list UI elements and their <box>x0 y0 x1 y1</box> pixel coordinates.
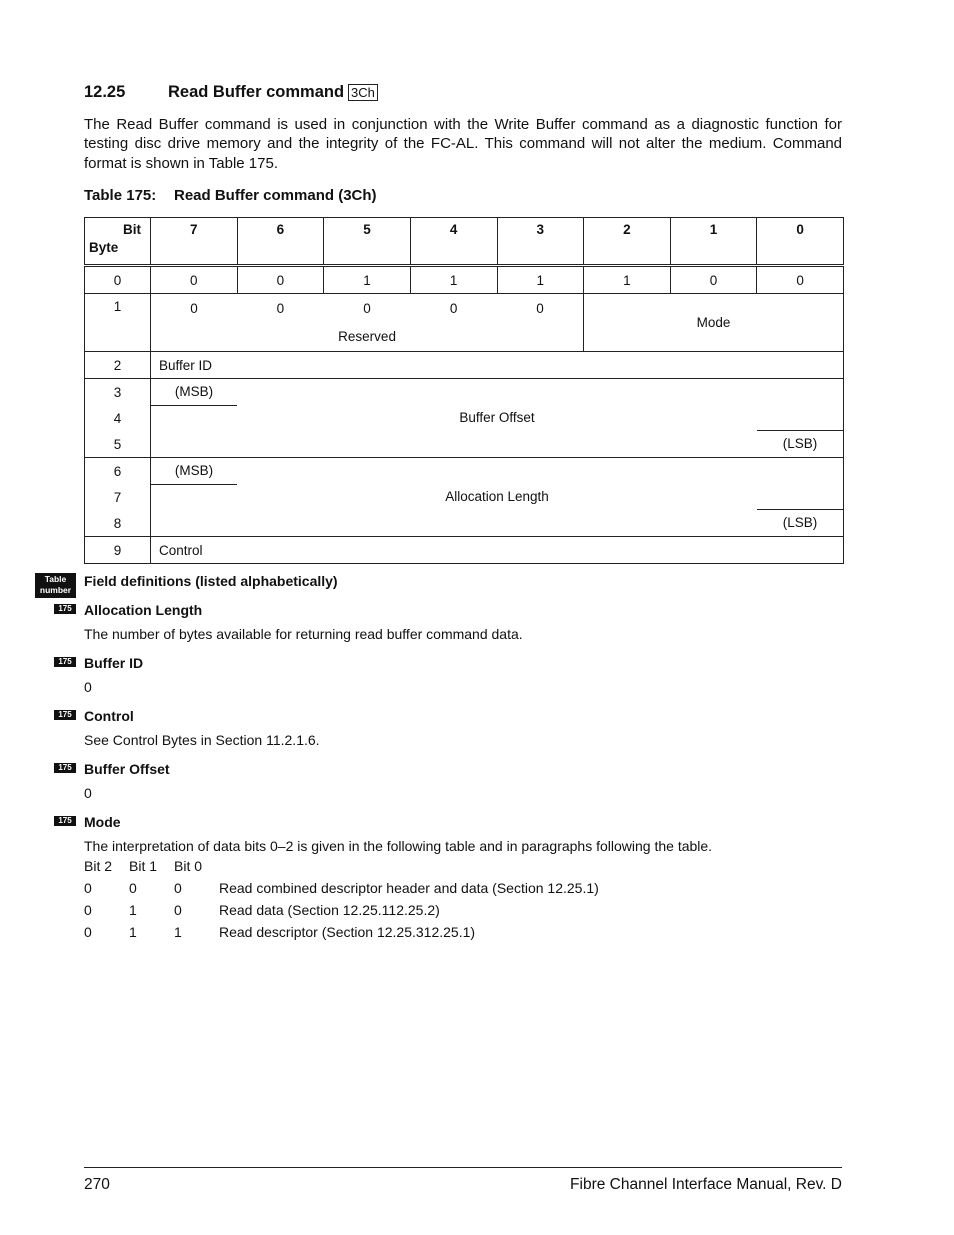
bit-byte-header <box>85 218 151 266</box>
bit-header: 5 <box>324 218 411 266</box>
table-row <box>85 266 844 294</box>
table-title: Read Buffer command (3Ch) <box>174 187 377 204</box>
field-name: Mode <box>84 814 121 830</box>
bit-value: 1 <box>410 266 497 294</box>
byte-cell-group <box>85 458 151 537</box>
bit-header: 7 <box>151 218 238 266</box>
byte-cell: 2 <box>85 352 151 379</box>
bit-value: 1 <box>497 266 584 294</box>
table-ref-badge: 175 <box>54 710 76 720</box>
byte-number: 7 <box>113 489 122 505</box>
field-name: Buffer ID <box>84 655 144 671</box>
bit-value: 0 <box>670 266 757 294</box>
mode-bit: 1 <box>129 924 137 940</box>
lsb-label: (LSB) <box>757 509 843 536</box>
field-description: 0 <box>84 679 92 695</box>
table-caption <box>84 187 377 204</box>
field-name: Control <box>84 708 134 724</box>
mode-bit: 0 <box>174 880 182 896</box>
field-description: The number of bytes available for returning read buffer command data. <box>84 626 523 642</box>
table-header-row <box>85 218 844 266</box>
table-number: Table 175: <box>84 187 157 204</box>
intro-paragraph: The Read Buffer command is used in conjunction with the Write Buffer command as a diagnostic function for testing disc drive memory and the integrity of the FC-AL. This command will not alter the medium. Command format is shown in Table 175. <box>84 116 842 172</box>
byte-number: 5 <box>113 436 122 452</box>
bit-header: 4 <box>410 218 497 266</box>
byte-number: 8 <box>113 515 122 531</box>
buffer-offset-label: Buffer Offset <box>459 410 535 425</box>
bit-value: 0 <box>151 266 238 294</box>
mode-table-row <box>84 880 784 900</box>
mode-bit: 1 <box>174 924 182 940</box>
table-row <box>85 458 844 537</box>
mode-bit: 0 <box>174 902 182 918</box>
bit-value: 1 <box>584 266 671 294</box>
byte-label: Byte <box>89 240 119 255</box>
mode-description: Read data (Section 12.25.112.25.2) <box>219 902 440 918</box>
page-number: 270 <box>84 1176 110 1193</box>
mode-bit: 1 <box>129 902 137 918</box>
mode-bit: 0 <box>84 902 92 918</box>
allocation-length-label: Allocation Length <box>445 489 549 504</box>
mode-field: Mode <box>584 294 844 352</box>
table-number-badge <box>35 573 76 598</box>
byte-number: 4 <box>113 410 122 426</box>
table-ref-badge: 175 <box>54 763 76 773</box>
bit-header: 2 <box>584 218 671 266</box>
badge-line: number <box>39 585 72 595</box>
table-row <box>85 379 844 458</box>
footer-rule <box>84 1167 842 1168</box>
field-description: The interpretation of data bits 0–2 is given in the following table and in paragraphs following the table. <box>84 838 713 854</box>
msb-label: (MSB) <box>151 458 237 485</box>
byte-number: 6 <box>113 463 122 479</box>
bit-value: 0 <box>324 294 411 323</box>
table-row <box>85 537 844 564</box>
table-ref-badge: 175 <box>54 657 76 667</box>
read-buffer-command-table <box>84 217 844 564</box>
mode-table-row <box>84 924 784 944</box>
mode-bit: 0 <box>84 924 92 940</box>
manual-title: Fibre Channel Interface Manual, Rev. D <box>570 1176 842 1193</box>
mode-bit: 0 <box>84 880 92 896</box>
mode-table-row <box>84 902 784 922</box>
badge-line: Table <box>44 574 67 584</box>
mode-description: Read combined descriptor header and data (Section 12.25.1) <box>219 880 599 896</box>
bit-value: 0 <box>237 266 324 294</box>
field-definitions-heading: Field definitions (listed alphabetically) <box>84 573 338 589</box>
bit-value: 1 <box>324 266 411 294</box>
bit-header: 6 <box>237 218 324 266</box>
bit-header: 1 <box>670 218 757 266</box>
bit-value: 0 <box>237 294 324 323</box>
buffer-offset-field <box>151 379 844 458</box>
mode-col-header: Bit 1 <box>129 858 158 874</box>
lsb-label: (LSB) <box>757 430 843 457</box>
table-ref-badge: 175 <box>54 604 76 614</box>
byte-cell-group <box>85 379 151 458</box>
bit-value: 0 <box>410 294 497 323</box>
bit-value: 0 <box>757 266 844 294</box>
section-number: 12.25 <box>84 83 126 101</box>
field-description: 0 <box>84 785 92 801</box>
bit-label: Bit <box>123 222 141 237</box>
bit-header: 3 <box>497 218 584 266</box>
mode-description: Read descriptor (Section 12.25.312.25.1) <box>219 924 476 940</box>
opcode-box: 3Ch <box>348 84 378 101</box>
mode-bit: 0 <box>129 880 137 896</box>
field-name: Buffer Offset <box>84 761 170 777</box>
byte-cell: 0 <box>85 266 151 294</box>
section-heading <box>84 83 378 102</box>
msb-label: (MSB) <box>151 379 237 406</box>
buffer-id-field: Buffer ID <box>151 352 844 379</box>
byte-cell: 9 <box>85 537 151 564</box>
control-field: Control <box>151 537 844 564</box>
byte-cell: 1 <box>85 294 151 352</box>
bit-value: 0 <box>151 294 238 323</box>
reserved-field: Reserved <box>151 323 584 352</box>
section-title: Read Buffer command <box>168 83 345 101</box>
table-ref-badge: 175 <box>54 816 76 826</box>
mode-table-header <box>84 858 784 878</box>
bit-header: 0 <box>757 218 844 266</box>
allocation-length-field <box>151 458 844 537</box>
mode-col-header: Bit 2 <box>84 858 113 874</box>
table-row <box>85 352 844 379</box>
field-description: See Control Bytes in Section 11.2.1.6. <box>84 732 320 748</box>
mode-col-header: Bit 0 <box>174 858 203 874</box>
bit-value: 0 <box>497 294 584 323</box>
table-row <box>85 294 844 323</box>
byte-number: 3 <box>113 384 122 400</box>
field-name: Allocation Length <box>84 602 203 618</box>
